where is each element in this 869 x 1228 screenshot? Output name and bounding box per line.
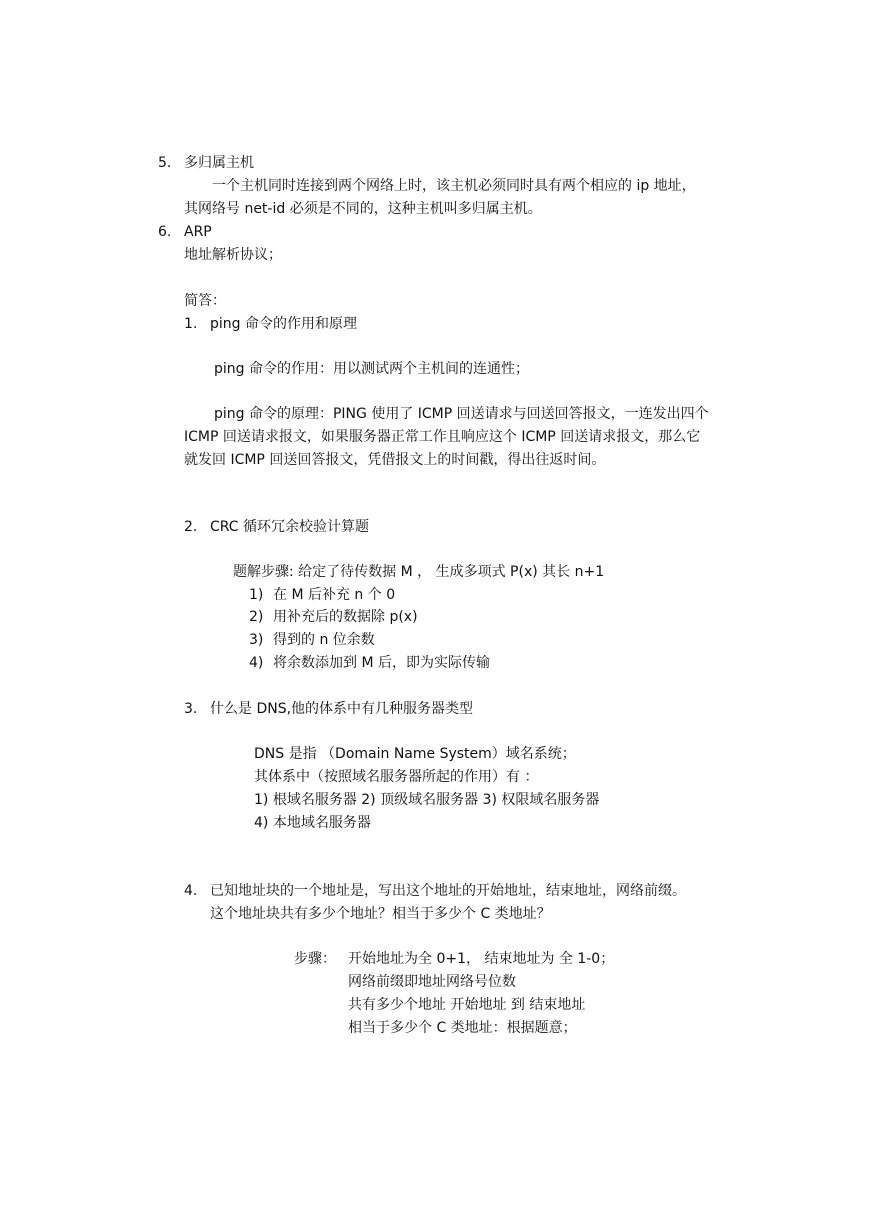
section-heading: 简答： <box>184 293 226 309</box>
item5-paragraph-line2: 其网络号 net-id 必须是不同的，这种主机叫多归属主机。 <box>184 201 542 217</box>
item5-title: 多归属主机 <box>184 155 254 171</box>
item6-title: ARP <box>184 224 212 240</box>
q2-step3-number: 3) <box>249 632 264 648</box>
q3-title: 什么是 DNS,他的体系中有几种服务器类型 <box>210 701 474 717</box>
q3-number: 3. <box>184 701 198 717</box>
q3-line3: 1) 根域名服务器 2) 顶级域名服务器 3) 权限域名服务器 <box>254 792 600 808</box>
q2-step4-number: 4) <box>249 655 264 671</box>
q2-intro: 题解步骤: 给定了待传数据 M ， 生成多项式 P(x) 其长 n+1 <box>233 564 605 580</box>
q1-number: 1. <box>184 316 198 332</box>
q3-line2: 其体系中（按照域名服务器所起的作用）有 ： <box>254 769 539 785</box>
q2-step3-text: 得到的 n 位余数 <box>273 632 375 648</box>
q4-step1: 开始地址为全 0+1， 结束地址为 全 1-0； <box>348 951 615 967</box>
q4-steps-label: 步骤： <box>294 951 336 967</box>
q2-step2-text: 用补充后的数据除 p(x) <box>273 609 418 625</box>
q4-title-line1: 已知地址块的一个地址是，写出这个地址的开始地址，结束地址，网络前缀。 <box>210 883 686 899</box>
q3-line1: DNS 是指 （Domain Name System）域名系统； <box>254 746 576 762</box>
q1-title: ping 命令的作用和原理 <box>210 316 357 332</box>
q4-number: 4. <box>184 883 198 899</box>
q1-principle-line2: ICMP 回送请求报文，如果服务器正常工作且响应这个 ICMP 回送请求报文，那么它 <box>184 429 701 445</box>
item5-paragraph-line1: 一个主机同时连接到两个网络上时，该主机必须同时具有两个相应的 ip 地址， <box>212 178 696 194</box>
q1-principle-line3: 就发回 ICMP 回送回答报文，凭借报文上的时间戳，得出往返时间。 <box>184 452 606 468</box>
q4-step2: 网络前缀即地址网络号位数 <box>348 974 516 990</box>
q4-step4: 相当于多少个 C 类地址：根据题意； <box>348 1020 577 1036</box>
q1-purpose: ping 命令的作用：用以测试两个主机间的连通性； <box>214 361 529 377</box>
q2-step1-number: 1) <box>249 587 264 603</box>
q1-principle-line1: ping 命令的原理：PING 使用了 ICMP 回送请求与回送回答报文，一连发出四个 <box>214 406 709 422</box>
q2-title: CRC 循环冗余校验计算题 <box>210 519 370 535</box>
item5-number: 5. <box>158 155 172 171</box>
item6-description: 地址解析协议； <box>184 247 282 263</box>
item6-number: 6. <box>158 224 172 240</box>
q4-step3: 共有多少个地址 开始地址 到 结束地址 <box>348 997 586 1013</box>
q3-line4: 4) 本地域名服务器 <box>254 815 371 831</box>
q2-step4-text: 将余数添加到 M 后，即为实际传输 <box>273 655 490 671</box>
q2-number: 2. <box>184 519 198 535</box>
q2-step2-number: 2) <box>249 609 264 625</box>
q4-title-line2: 这个地址块共有多少个地址？相当于多少个 C 类地址？ <box>210 906 551 922</box>
q2-step1-text: 在 M 后补充 n 个 0 <box>273 587 396 603</box>
